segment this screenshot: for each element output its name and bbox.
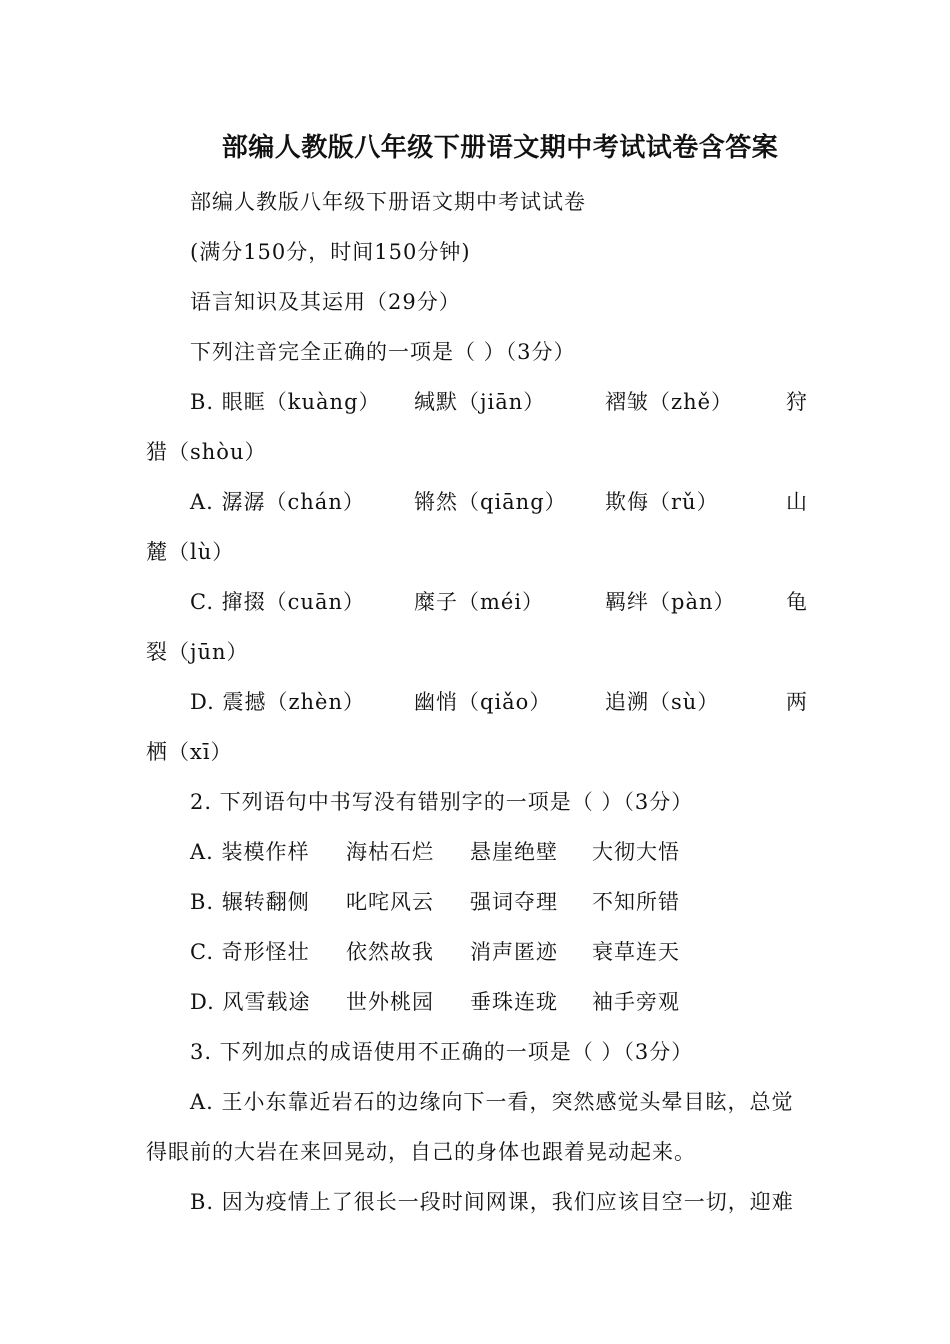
question-2-stem: 2. 下列语句中书写没有错别字的一项是（ ）（3分）	[190, 790, 694, 814]
option-term: D. 震撼（zhèn）	[190, 690, 365, 714]
idiom: 消声匿迹	[470, 940, 558, 964]
idiom: 世外桃园	[346, 990, 434, 1014]
idiom: C. 奇形怪壮	[190, 940, 310, 964]
idiom: 强词夺理	[470, 890, 558, 914]
option-term-continued: 猎（shòu）	[146, 440, 267, 464]
option-term: B. 眼眶（kuàng）	[190, 390, 381, 414]
idiom: 叱咤风云	[346, 890, 434, 914]
document-title: 部编人教版八年级下册语文期中考试试卷含答案	[221, 133, 779, 163]
option-term: C. 撺掇（cuān）	[190, 590, 366, 614]
question-3-option-a-line-2: 得眼前的大岩在来回晃动，自己的身体也跟着晃动起来。	[146, 1140, 696, 1164]
score-time-note: (满分150分，时间150分钟)	[190, 240, 471, 264]
idiom: 大彻大悟	[592, 840, 680, 864]
idiom: 袖手旁观	[592, 990, 680, 1014]
idiom: 衰草连天	[592, 940, 680, 964]
idiom: 悬崖绝壁	[470, 840, 558, 864]
option-term: 追溯（sù）	[605, 690, 720, 714]
option-term: 两	[786, 690, 808, 714]
question-3-stem: 3. 下列加点的成语使用不正确的一项是（ ）（3分）	[190, 1040, 694, 1064]
option-term: 龟	[786, 590, 808, 614]
option-term: 羁绊（pàn）	[605, 590, 736, 614]
section-heading: 语言知识及其运用（29分）	[190, 290, 461, 314]
option-term-continued: 裂（jūn）	[146, 640, 249, 664]
question-1-stem: 下列注音完全正确的一项是（ ）（3分）	[190, 340, 576, 364]
option-term: 糜子（méi）	[414, 590, 545, 614]
option-term-continued: 栖（xī）	[146, 740, 233, 764]
option-term: 山	[786, 490, 808, 514]
option-term: 狩	[786, 390, 808, 414]
idiom: D. 风雪载途	[190, 990, 311, 1014]
idiom: 依然故我	[346, 940, 434, 964]
option-term: A. 潺潺（chán）	[190, 490, 365, 514]
exam-subtitle: 部编人教版八年级下册语文期中考试试卷	[190, 190, 586, 214]
option-term-continued: 麓（lù）	[146, 540, 235, 564]
idiom: A. 装模作样	[190, 840, 310, 864]
option-term: 缄默（jiān）	[414, 390, 546, 414]
option-term: 褶皱（zhě）	[605, 390, 734, 414]
option-term: 锵然（qiāng）	[414, 490, 567, 514]
option-term: 幽悄（qiǎo）	[414, 690, 552, 714]
option-term: 欺侮（rǔ）	[605, 490, 719, 514]
idiom: 海枯石烂	[346, 840, 434, 864]
question-3-option-a-line-1: A. 王小东靠近岩石的边缘向下一看，突然感觉头晕目眩，总觉	[190, 1090, 794, 1114]
idiom: B. 辗转翻侧	[190, 890, 310, 914]
idiom: 垂珠连珑	[470, 990, 558, 1014]
question-3-option-b-line-1: B. 因为疫情上了很长一段时间网课，我们应该目空一切，迎难	[190, 1190, 794, 1214]
idiom: 不知所错	[592, 890, 680, 914]
